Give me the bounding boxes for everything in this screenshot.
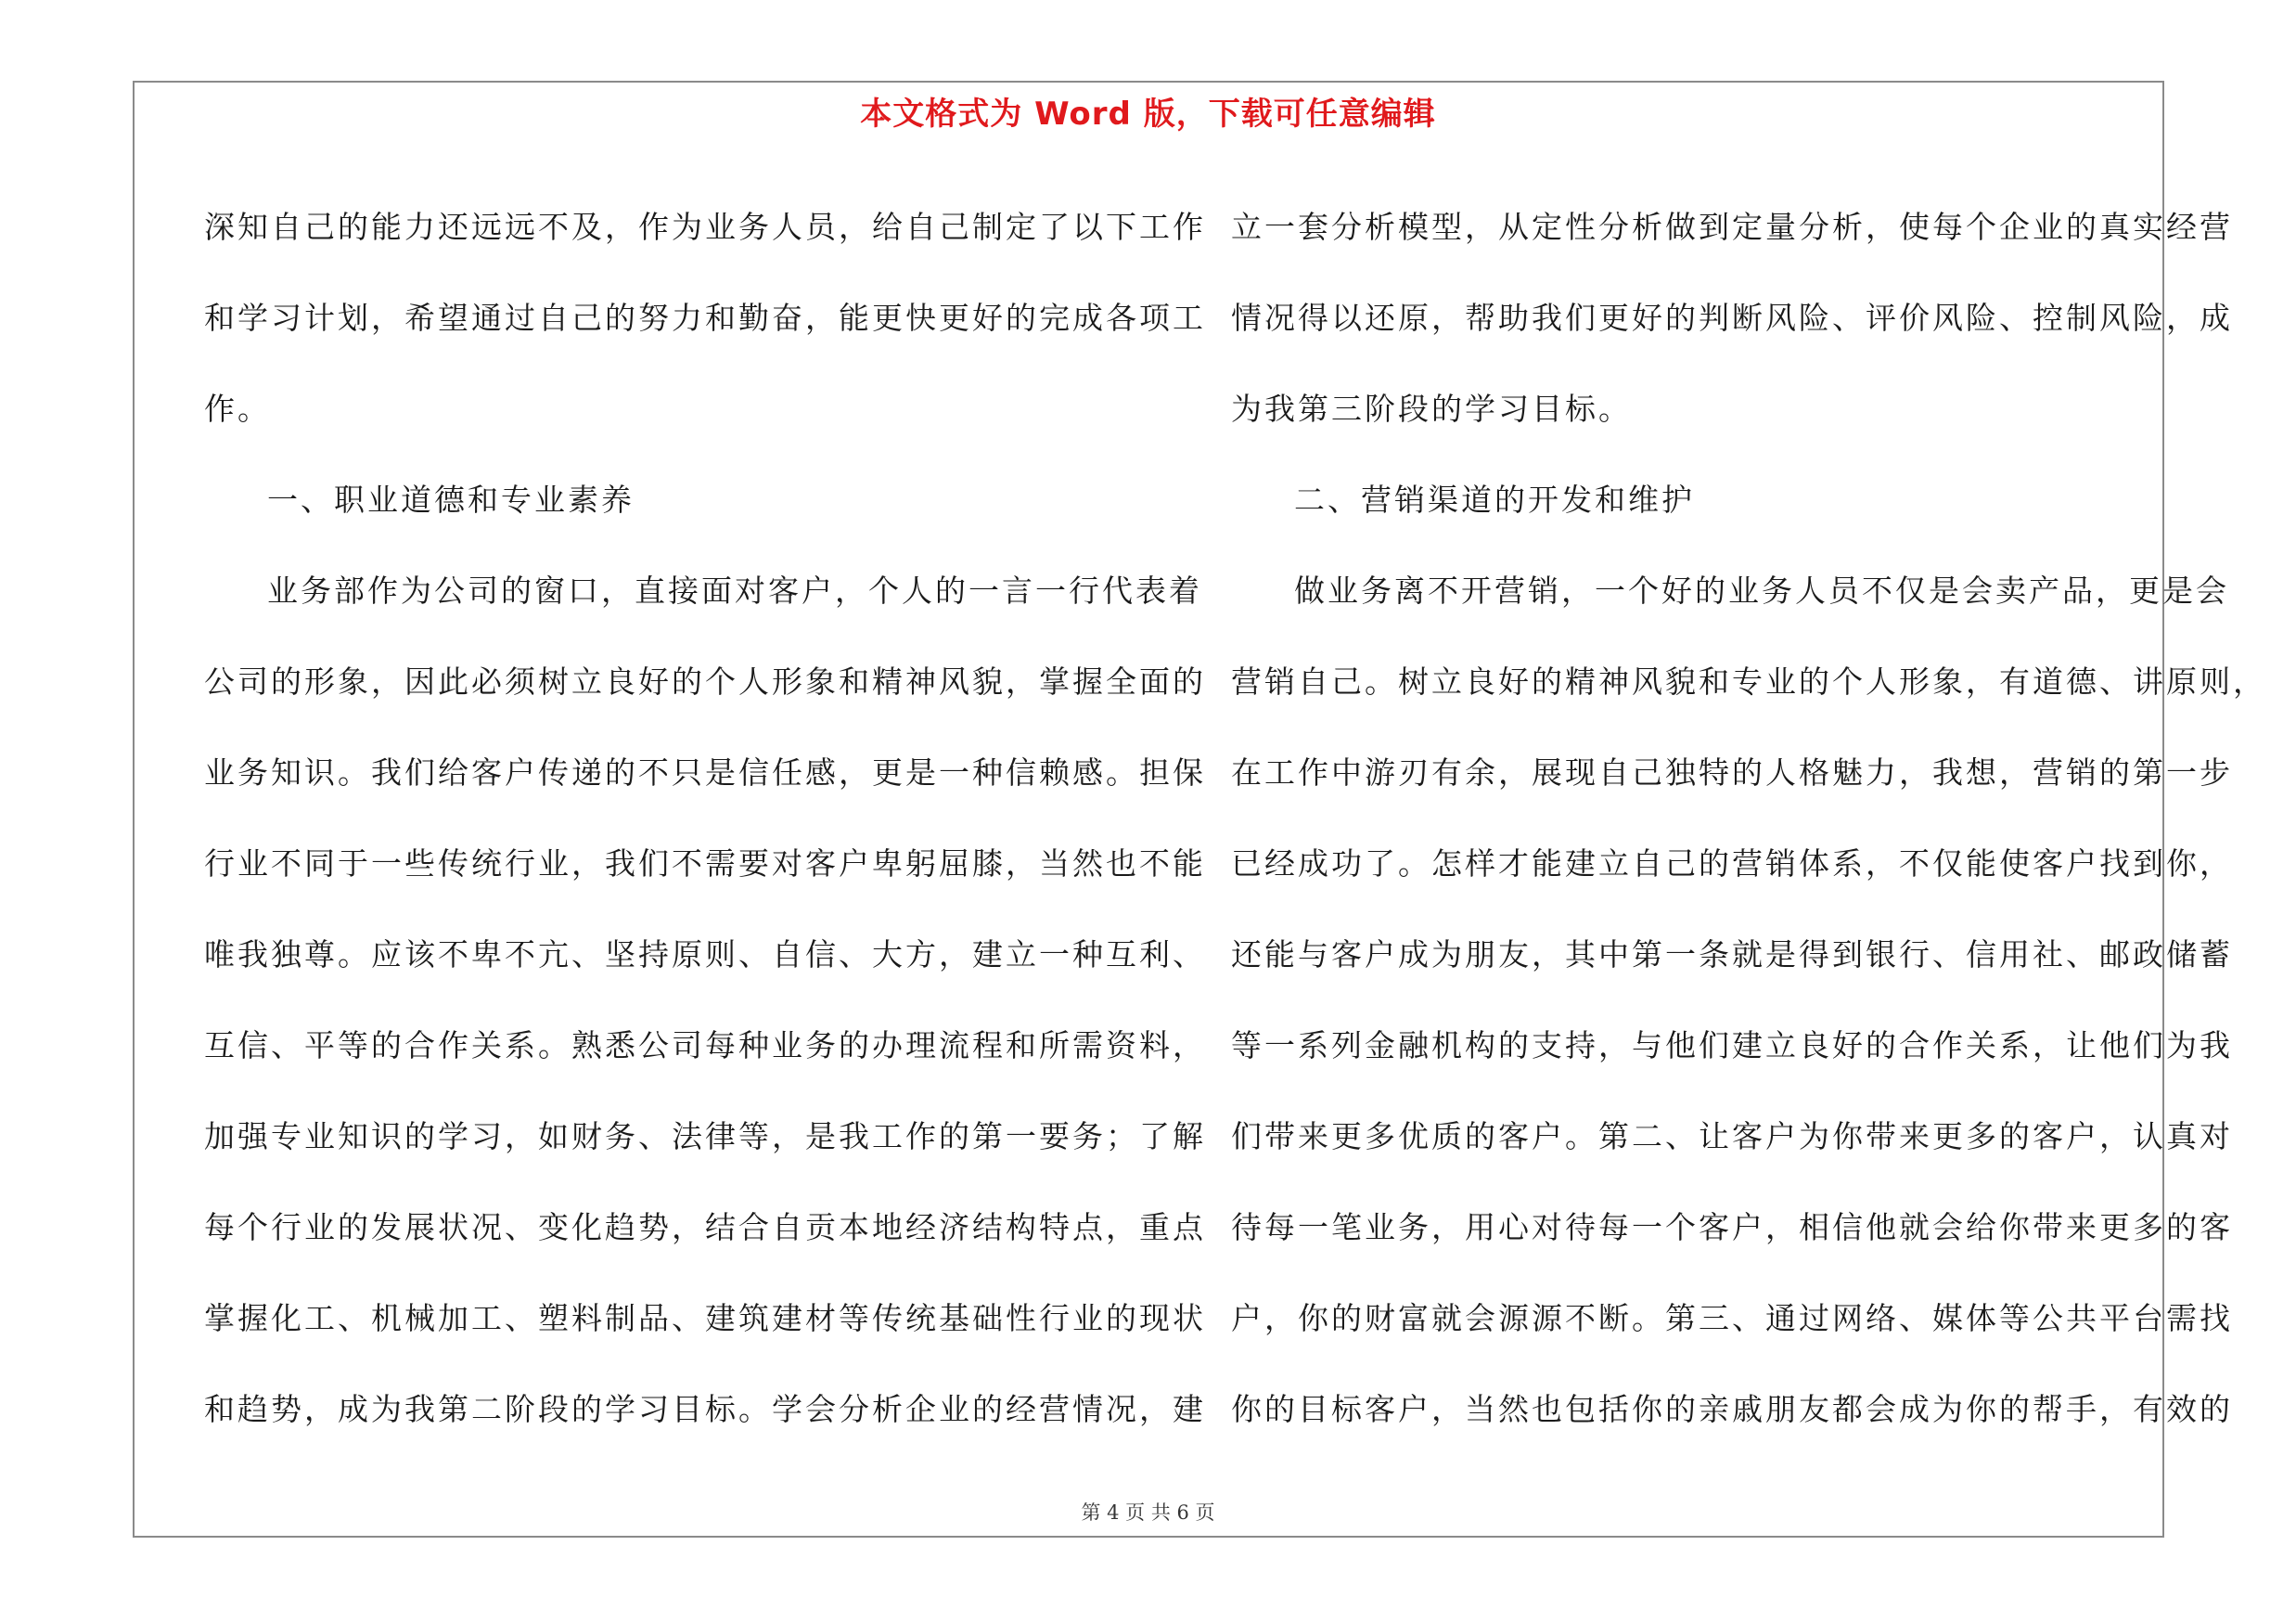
text-line: 已经成功了。怎样才能建立自己的营销体系，不仅能使客户找到你， — [1231, 845, 2233, 882]
section-heading: 一、职业道德和专业素养 — [267, 482, 635, 518]
right-column — [1231, 182, 2266, 1455]
text-line: 做业务离不开营销，一个好的业务人员不仅是会卖产品，更是会 — [1294, 573, 2229, 609]
text-line: 待每一笔业务，用心对待每一个客户，相信他就会给你带来更多的客 — [1231, 1209, 2233, 1245]
text-line: 掌握化工、机械加工、塑料制品、建筑建材等传统基础性行业的现状 — [204, 1300, 1206, 1336]
text-line: 互信、平等的合作关系。熟悉公司每种业务的办理流程和所需资料， — [204, 1027, 1206, 1063]
header-banner: 本文格式为 Word 版，下载可任意编辑 — [860, 96, 1436, 133]
text-line: 等一系列金融机构的支持，与他们建立良好的合作关系，让他们为我 — [1231, 1027, 2233, 1063]
text-line: 加强专业知识的学习，如财务、法律等，是我工作的第一要务；了解 — [204, 1118, 1206, 1154]
text-line: 你的目标客户，当然也包括你的亲戚朋友都会成为你的帮手，有效的 — [1231, 1391, 2233, 1427]
text-line: 营销自己。树立良好的精神风貌和专业的个人形象，有道德、讲原则， — [1231, 663, 2266, 700]
text-line: 业务知识。我们给客户传递的不只是信任感，更是一种信赖感。担保 — [204, 754, 1206, 791]
section-heading: 二、营销渠道的开发和维护 — [1294, 482, 1695, 518]
text-line: 为我第三阶段的学习目标。 — [1231, 391, 1632, 427]
text-line: 立一套分析模型，从定性分析做到定量分析，使每个企业的真实经营 — [1231, 209, 2233, 245]
text-line: 情况得以还原，帮助我们更好的判断风险、评价风险、控制风险，成 — [1231, 300, 2233, 336]
text-line: 在工作中游刃有余，展现自己独特的人格魅力，我想，营销的第一步 — [1231, 754, 2233, 791]
text-line: 户，你的财富就会源源不断。第三、通过网络、媒体等公共平台需找 — [1231, 1300, 2233, 1336]
text-line: 每个行业的发展状况、变化趋势，结合自贡本地经济结构特点，重点 — [204, 1209, 1206, 1245]
page-number: 第 4 页 共 6 页 — [1081, 1501, 1215, 1524]
text-line: 深知自己的能力还远远不及，作为业务人员，给自己制定了以下工作 — [204, 209, 1206, 245]
text-line: 唯我独尊。应该不卑不亢、坚持原则、自信、大方，建立一种互利、 — [204, 936, 1206, 973]
text-line: 和趋势，成为我第二阶段的学习目标。学会分析企业的经营情况，建 — [204, 1391, 1206, 1427]
text-line: 还能与客户成为朋友，其中第一条就是得到银行、信用社、邮政储蓄 — [1231, 936, 2233, 973]
text-line: 们带来更多优质的客户。第二、让客户为你带来更多的客户，认真对 — [1231, 1118, 2233, 1154]
left-column — [204, 182, 1206, 1455]
text-line: 行业不同于一些传统行业，我们不需要对客户卑躬屈膝，当然也不能 — [204, 845, 1206, 882]
text-line: 业务部作为公司的窗口，直接面对客户，个人的一言一行代表着 — [267, 573, 1202, 609]
text-line: 作。 — [204, 391, 271, 427]
text-line: 公司的形象，因此必须树立良好的个人形象和精神风貌，掌握全面的 — [204, 663, 1206, 700]
text-line: 和学习计划，希望通过自己的努力和勤奋，能更快更好的完成各项工 — [204, 300, 1206, 336]
